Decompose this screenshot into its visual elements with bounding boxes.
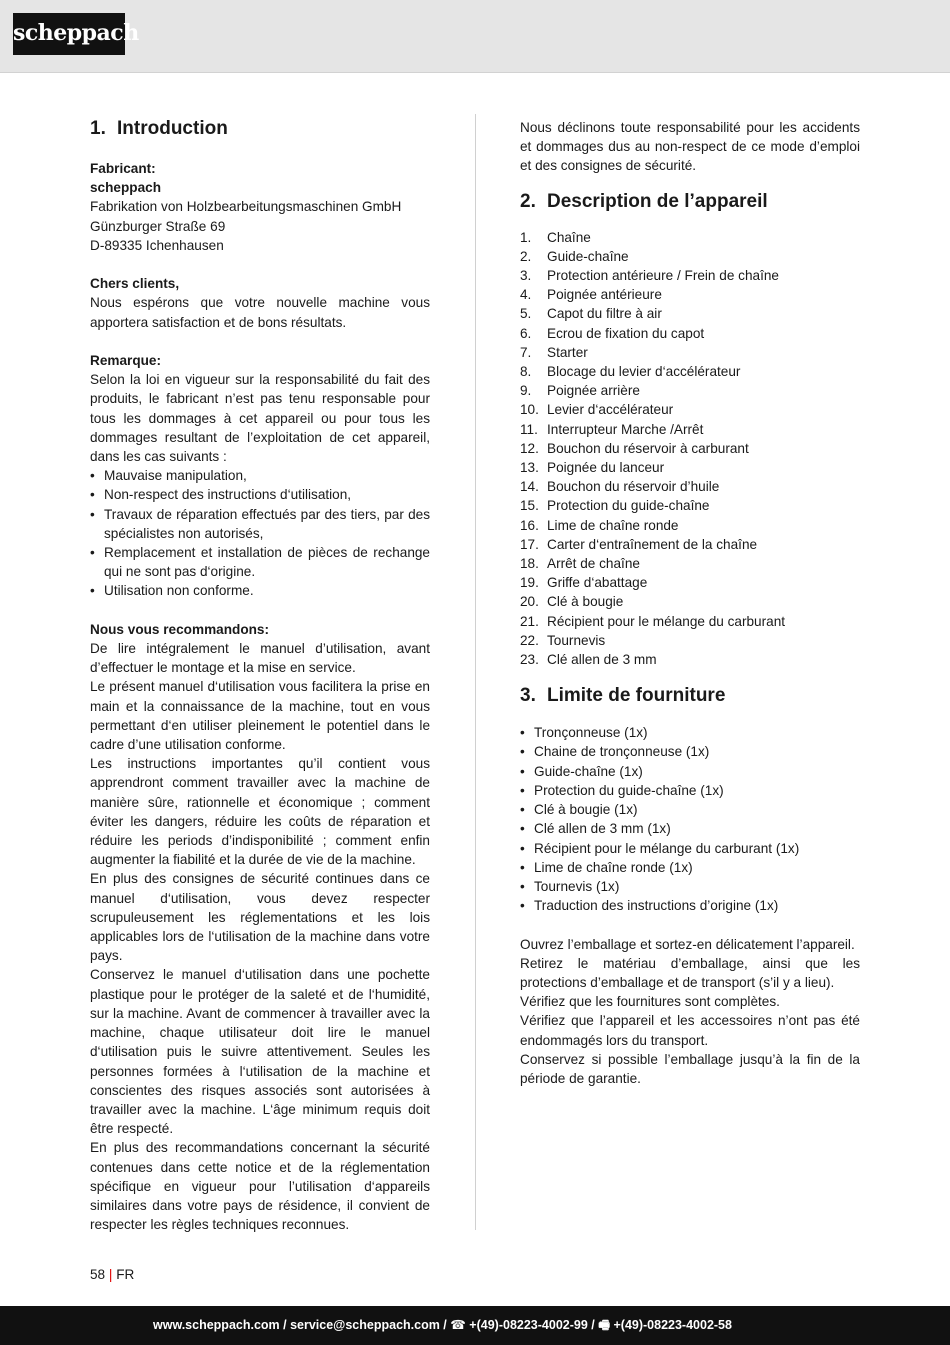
- part-item: 6. Ecrou de fixation du capot: [520, 325, 705, 341]
- manufacturer-street: Günzburger Straße 69: [90, 218, 226, 234]
- scheppach-logo: scheppach: [13, 13, 125, 55]
- part-item: 15. Protection du guide-chaîne: [520, 498, 710, 514]
- unpack-paragraph: Vérifiez que les fournitures sont complètes.: [520, 994, 780, 1010]
- part-item: 23. Clé allen de 3 mm: [520, 652, 657, 668]
- part-item: 21. Récipient pour le mélange du carburant: [520, 613, 786, 629]
- recommend-paragraph: Conservez le manuel d‘utilisation dans une pochette plastique pour le protéger de la saleté et de l‘humidité, sur la machine. Avant de commencer à travailler avec la machine, chaque utilisateur doit lire le manuel d‘utilisation puis le suivre attentivement. Seules les personnes formées à l‘utilisation de la machine et conscientes des risques associés sont autorisées à travailler avec la machine. L‘âge minimum requis doit être respecté.: [90, 967, 430, 1137]
- column-divider: [475, 114, 476, 1230]
- part-item: 19. Griffe d‘abattage: [520, 575, 648, 591]
- supply-heading: 3. Limite de fourniture: [520, 685, 726, 707]
- part-item: 10. Levier d‘accélérateur: [520, 402, 674, 418]
- disclaimer-text: Nous déclinons toute responsabilité pour les accidents et dommages dus au non-respect de ce mode d’emploi et des consignes de sécurité.: [520, 120, 860, 174]
- remark-text: Selon la loi en vigueur sur la responsabilité du fait des produits, le fabricant n’est pas tenu responsable pour tous les dommages à cet appareil ou pour tous les dommages resultant de l’exploitation de cet appareil, dans les cas suivants :: [90, 372, 430, 465]
- clients-text: Nous espérons que votre nouvelle machine vous apportera satisfaction et de bons résultats.: [90, 295, 430, 330]
- part-item: 9. Poignée arrière: [520, 383, 640, 399]
- recommend-paragraph: Les instructions importantes qu’il contient vous apprendront comment travailler avec la machine de manière sûre, rationnelle et économique ; comment éviter les dangers, réduire les coûts de réparation et réduire les periods d’indisponibilité ; comment enfin augmenter la fiabilité et la durée de vie de la machine.: [90, 756, 430, 868]
- list-item: • Récipient pour le mélange du carburant (1x): [520, 839, 860, 858]
- list-item: • Chaine de tronçonneuse (1x): [520, 742, 860, 761]
- list-item: • Traduction des instructions d’origine (1x): [520, 896, 860, 915]
- page-number: 58 | FR: [90, 1267, 135, 1282]
- parts-list: [520, 228, 860, 670]
- list-item: • Protection du guide-chaîne (1x): [520, 781, 860, 800]
- part-item: 22. Tournevis: [520, 632, 606, 648]
- manufacturer-company: Fabrikation von Holzbearbeitungsmaschinen GmbH: [90, 199, 402, 215]
- recommend-paragraph: En plus des recommandations concernant la sécurité contenues dans cette notice et de la réglementation spécifique en vigueur pour l’utilisation d‘appareils similaires dans votre pays de résidence, il convient de respecter les règles techniques reconnues.: [90, 1140, 430, 1233]
- introduction-heading: 1. Introduction: [90, 118, 228, 139]
- manufacturer-label: Fabricant:: [90, 161, 156, 176]
- list-item: • Mauvaise manipulation,: [90, 466, 430, 485]
- part-item: 2. Guide-chaîne: [520, 248, 629, 264]
- part-item: 3. Protection antérieure / Frein de chaîne: [520, 268, 779, 284]
- unpack-paragraph: Retirez le matériau d’emballage, ainsi que les protections d’emballage et de transport (s’il y a lieu).: [520, 955, 860, 990]
- part-item: 18. Arrêt de chaîne: [520, 556, 640, 572]
- recommend-paragraph: En plus des consignes de sécurité continues dans ce manuel d‘utilisation, vous devez respecter scrupuleusement les réglementations et les lois applicables lors de l‘utilisation de la machine dans votre pays.: [90, 871, 430, 964]
- description-heading: 2. Description de l’appareil: [520, 190, 768, 212]
- part-item: 11. Interrupteur Marche /Arrêt: [520, 421, 704, 437]
- part-item: 20. Clé à bougie: [520, 594, 624, 610]
- list-item: • Non-respect des instructions d‘utilisation,: [90, 485, 430, 504]
- part-item: 4. Poignée antérieure: [520, 287, 662, 303]
- clients-label: Chers clients,: [90, 276, 180, 292]
- part-item: 7. Starter: [520, 344, 588, 360]
- list-item: • Remplacement et installation de pièces de rechange qui ne sont pas d‘origine.: [90, 543, 430, 581]
- recommend-paragraph: De lire intégralement le manuel d’utilisation, avant d’effectuer le montage et la mise en service.: [90, 641, 430, 676]
- remark-label: Remarque:: [90, 353, 162, 368]
- right-column: [520, 118, 860, 1088]
- remark-list: [90, 466, 430, 600]
- list-item: • Guide-chaîne (1x): [520, 762, 860, 781]
- left-column: [90, 118, 430, 1234]
- list-item: • Utilisation non conforme.: [90, 581, 430, 600]
- unpack-paragraph: Conservez si possible l’emballage jusqu’à la fin de la période de garantie.: [520, 1051, 860, 1086]
- part-item: 14. Bouchon du réservoir d’huile: [520, 479, 720, 495]
- list-item: • Clé allen de 3 mm (1x): [520, 819, 860, 838]
- header-band: [0, 0, 950, 73]
- recommend-paragraph: Le présent manuel d‘utilisation vous facilitera la prise en main et la connaissance de la machine, tout en vous permettant d‘en utiliser pleinement le potentiel dans le cadre d’une utilisation conforme.: [90, 679, 430, 753]
- recommend-label: Nous vous recommandons:: [90, 621, 270, 637]
- list-item: • Tronçonneuse (1x): [520, 723, 860, 742]
- manufacturer-city: D-89335 Ichenhausen: [90, 237, 224, 253]
- list-item: • Clé à bougie (1x): [520, 800, 860, 819]
- footer-contact: www.scheppach.com / service@scheppach.com / ☎ +(49)-08223-4002-99 / 🖷 +(49)-08223-4002-58: [153, 1318, 732, 1332]
- part-item: 5. Capot du filtre à air: [520, 306, 662, 322]
- part-item: 17. Carter d‘entraînement de la chaîne: [520, 536, 758, 552]
- part-item: 1. Chaîne: [520, 229, 591, 245]
- unpack-paragraph: Vérifiez que l’appareil et les accessoires n’ont pas été endommagés lors du transport.: [520, 1013, 860, 1048]
- unpack-paragraph: Ouvrez l’emballage et sortez-en délicatement l’appareil.: [520, 936, 855, 952]
- supply-list: [520, 723, 860, 915]
- manufacturer-name: scheppach: [90, 180, 162, 196]
- list-item: • Travaux de réparation effectués par des tiers, par des spécialistes non autorisés,: [90, 505, 430, 543]
- part-item: 13. Poignée du lanceur: [520, 460, 665, 476]
- part-item: 8. Blocage du levier d‘accélérateur: [520, 364, 741, 380]
- part-item: 16. Lime de chaîne ronde: [520, 517, 679, 533]
- list-item: • Tournevis (1x): [520, 877, 860, 896]
- list-item: • Lime de chaîne ronde (1x): [520, 858, 860, 877]
- part-item: 12. Bouchon du réservoir à carburant: [520, 440, 749, 456]
